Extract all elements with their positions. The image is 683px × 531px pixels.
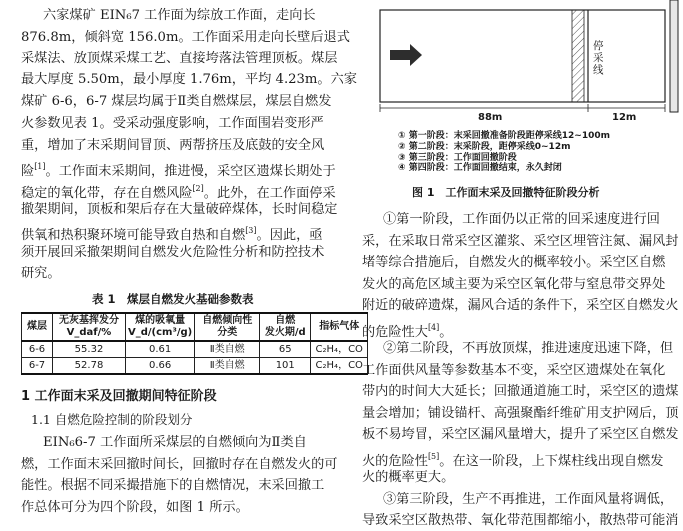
table-row: [22, 341, 368, 358]
body-line: 板不易垮冒，采空区漏风量增大，提升了采空区自燃发: [362, 427, 679, 442]
hatched-zone: [572, 10, 584, 102]
table-cell: 0.61: [126, 341, 195, 358]
body-line: 作总体可分为四个阶段，如图 1 所示。: [21, 500, 249, 515]
body-line: EIN₆6-7 工作面所采煤层的自燃倾向为Ⅱ类自: [43, 435, 307, 450]
legend-item: ① 第一阶段：末采回撤准备阶段距停采线12~100m: [398, 131, 610, 141]
body-line: 火的概率更大。: [362, 470, 455, 485]
body-line: 采煤法、放顶煤采煤工艺、直接垮落法管理顶板。煤层: [21, 51, 338, 66]
figure-1: [360, 0, 683, 210]
table-cell: 6-7: [22, 358, 53, 375]
figure-legend: [398, 131, 610, 174]
body-line: 重，增加了末采期间冒顶、两帮挤压及底鼓的安全风: [21, 138, 325, 153]
table-cell: 52.78: [53, 358, 126, 375]
body-text: 火的危险性: [362, 454, 428, 469]
body-line: 附近的破碎遗煤，漏风合适的条件下，采空区自燃发火: [362, 298, 679, 313]
table-cell: 6-6: [22, 341, 53, 358]
body-line: 燃，工作面末采回撤时间长，回撤时存在自燃发火的可: [21, 457, 338, 472]
body-line: 煤矿 6-6，6-7 煤层均属于Ⅱ类自燃煤层，煤层自燃发: [21, 94, 332, 109]
body-line: 876.8m，倾斜宽 156.0m。工作面采用走向长壁后退式: [21, 30, 350, 45]
col-header: 煤的吸氧量 V_d/(cm³/g): [126, 313, 195, 341]
citation-ref: [3]: [245, 226, 257, 235]
right-wall: [670, 0, 678, 112]
body-line: 研究。: [21, 266, 61, 281]
body-line: ②第二阶段，不再放顶煤，推进速度迅速下降，但: [383, 341, 674, 356]
table-caption: 表 1 煤层自燃发火基础参数表: [92, 292, 254, 306]
body-line: ①第一阶段，工作面仍以正常的回采速度进行回: [383, 212, 660, 227]
col-header: 无灰基挥发分 V_daf/%: [53, 313, 126, 341]
body-text: 。在这一阶段，上下煤柱线出现自燃发: [439, 454, 664, 469]
body-text: 供氧和热积聚环境可能导致自热和自燃: [21, 228, 246, 243]
body-line: 堵等综合措施后，自燃发火的概率较小。采空区自燃: [362, 255, 666, 270]
parameter-table: [21, 312, 368, 375]
body-line: 六家煤矿 EIN₆7 工作面为综放工作面，走向长: [43, 8, 316, 23]
table-cell: C₂H₄，CO: [311, 341, 368, 358]
body-line: 发火的高危区域主要为采空区氧化带与窒息带交界处: [362, 277, 666, 292]
citation-ref: [2]: [192, 184, 204, 193]
citation-ref: [1]: [34, 162, 46, 171]
table-cell: C₂H₄，CO: [311, 358, 368, 375]
body-line: 的危险性大[4]。: [362, 323, 453, 340]
body-line: 火参数见表 1。受采动强度影响，工作面围岩变形严: [21, 116, 324, 131]
body-line: 导致采空区散热带、氧化带范围都缩小，散热带可能消: [362, 513, 679, 528]
body-line: 最大厚度 5.50m，最小厚度 1.76m，平均 4.23m。六家: [21, 72, 357, 87]
body-text: 。因此，亟: [256, 228, 323, 243]
table-cell: Ⅱ类自燃: [195, 341, 260, 358]
body-line: 量会增加；铺设锚杆、高强聚酯纤维矿用支护网后，顶: [362, 406, 679, 421]
citation-ref: [4]: [427, 323, 440, 332]
body-line: 能性。根据不同采撮措施下的自燃情况，末采回撤工: [21, 478, 325, 493]
legend-item: ③ 第三阶段：工作面回撤阶段: [398, 152, 517, 163]
stop-line-label: 停采线: [593, 40, 604, 76]
col-header: 自燃 发火期/d: [260, 313, 311, 341]
table-cell: 55.32: [53, 341, 126, 358]
table-cell: 101: [260, 358, 311, 375]
dimension-label-12: 12m: [612, 112, 637, 123]
body-line: 带内的时间大大延长；回撤通道施工时，采空区的遗煤: [362, 384, 679, 399]
col-header: 指标气体: [311, 313, 368, 341]
figure-caption: 图 1 工作面末采及回撤特征阶段分析: [412, 186, 600, 199]
table-row: [22, 358, 368, 375]
body-text: 的危险性大: [362, 325, 428, 340]
legend-item: ④ 第四阶段：工作面回撤结束，永久封闭: [398, 163, 562, 174]
body-text: 稳定的氧化带，存在自燃风险: [21, 186, 193, 201]
table-cell: Ⅱ类自燃: [195, 358, 260, 375]
col-header: 煤层: [22, 313, 53, 341]
subsection-heading: 1.1 自燃危险控制的阶段划分: [31, 412, 193, 427]
section-heading: 1 工作面末采及回撤期间特征阶段: [21, 389, 217, 404]
body-text: 险: [21, 164, 35, 179]
body-line: 采，在采取日常采空区灌浆、采空区埋管注氮、漏风封: [362, 234, 679, 249]
dimension-label-88: 88m: [478, 112, 503, 123]
table-header-row: [22, 313, 368, 341]
body-line: 须开展回采撤架期间自燃发火危险性分析和防控技术: [21, 245, 325, 260]
legend-item: ② 第二阶段：末采阶段，距停采线0~12m: [398, 141, 571, 152]
citation-ref: [5]: [427, 452, 440, 461]
table-cell: 0.66: [126, 358, 195, 375]
body-text: 。此外，在工作面停采: [203, 186, 336, 201]
body-line: 工作面供风量等参数基本不变，采空区遗煤处在氧化: [362, 363, 666, 378]
mining-diagram: [360, 0, 683, 125]
body-text: 。工作面末采期间，推进慢，采空区遗煤长期处于: [45, 164, 336, 179]
body-line: ③第三阶段，生产不再推进，工作面风量将调低，: [383, 492, 674, 507]
working-face-area: [380, 10, 665, 102]
table-cell: 65: [260, 341, 311, 358]
body-line: 撤架期间，顶板和架后存在大量破碎煤体，长时间稳定: [21, 202, 338, 217]
col-header: 自燃倾向性 分类: [195, 313, 260, 341]
